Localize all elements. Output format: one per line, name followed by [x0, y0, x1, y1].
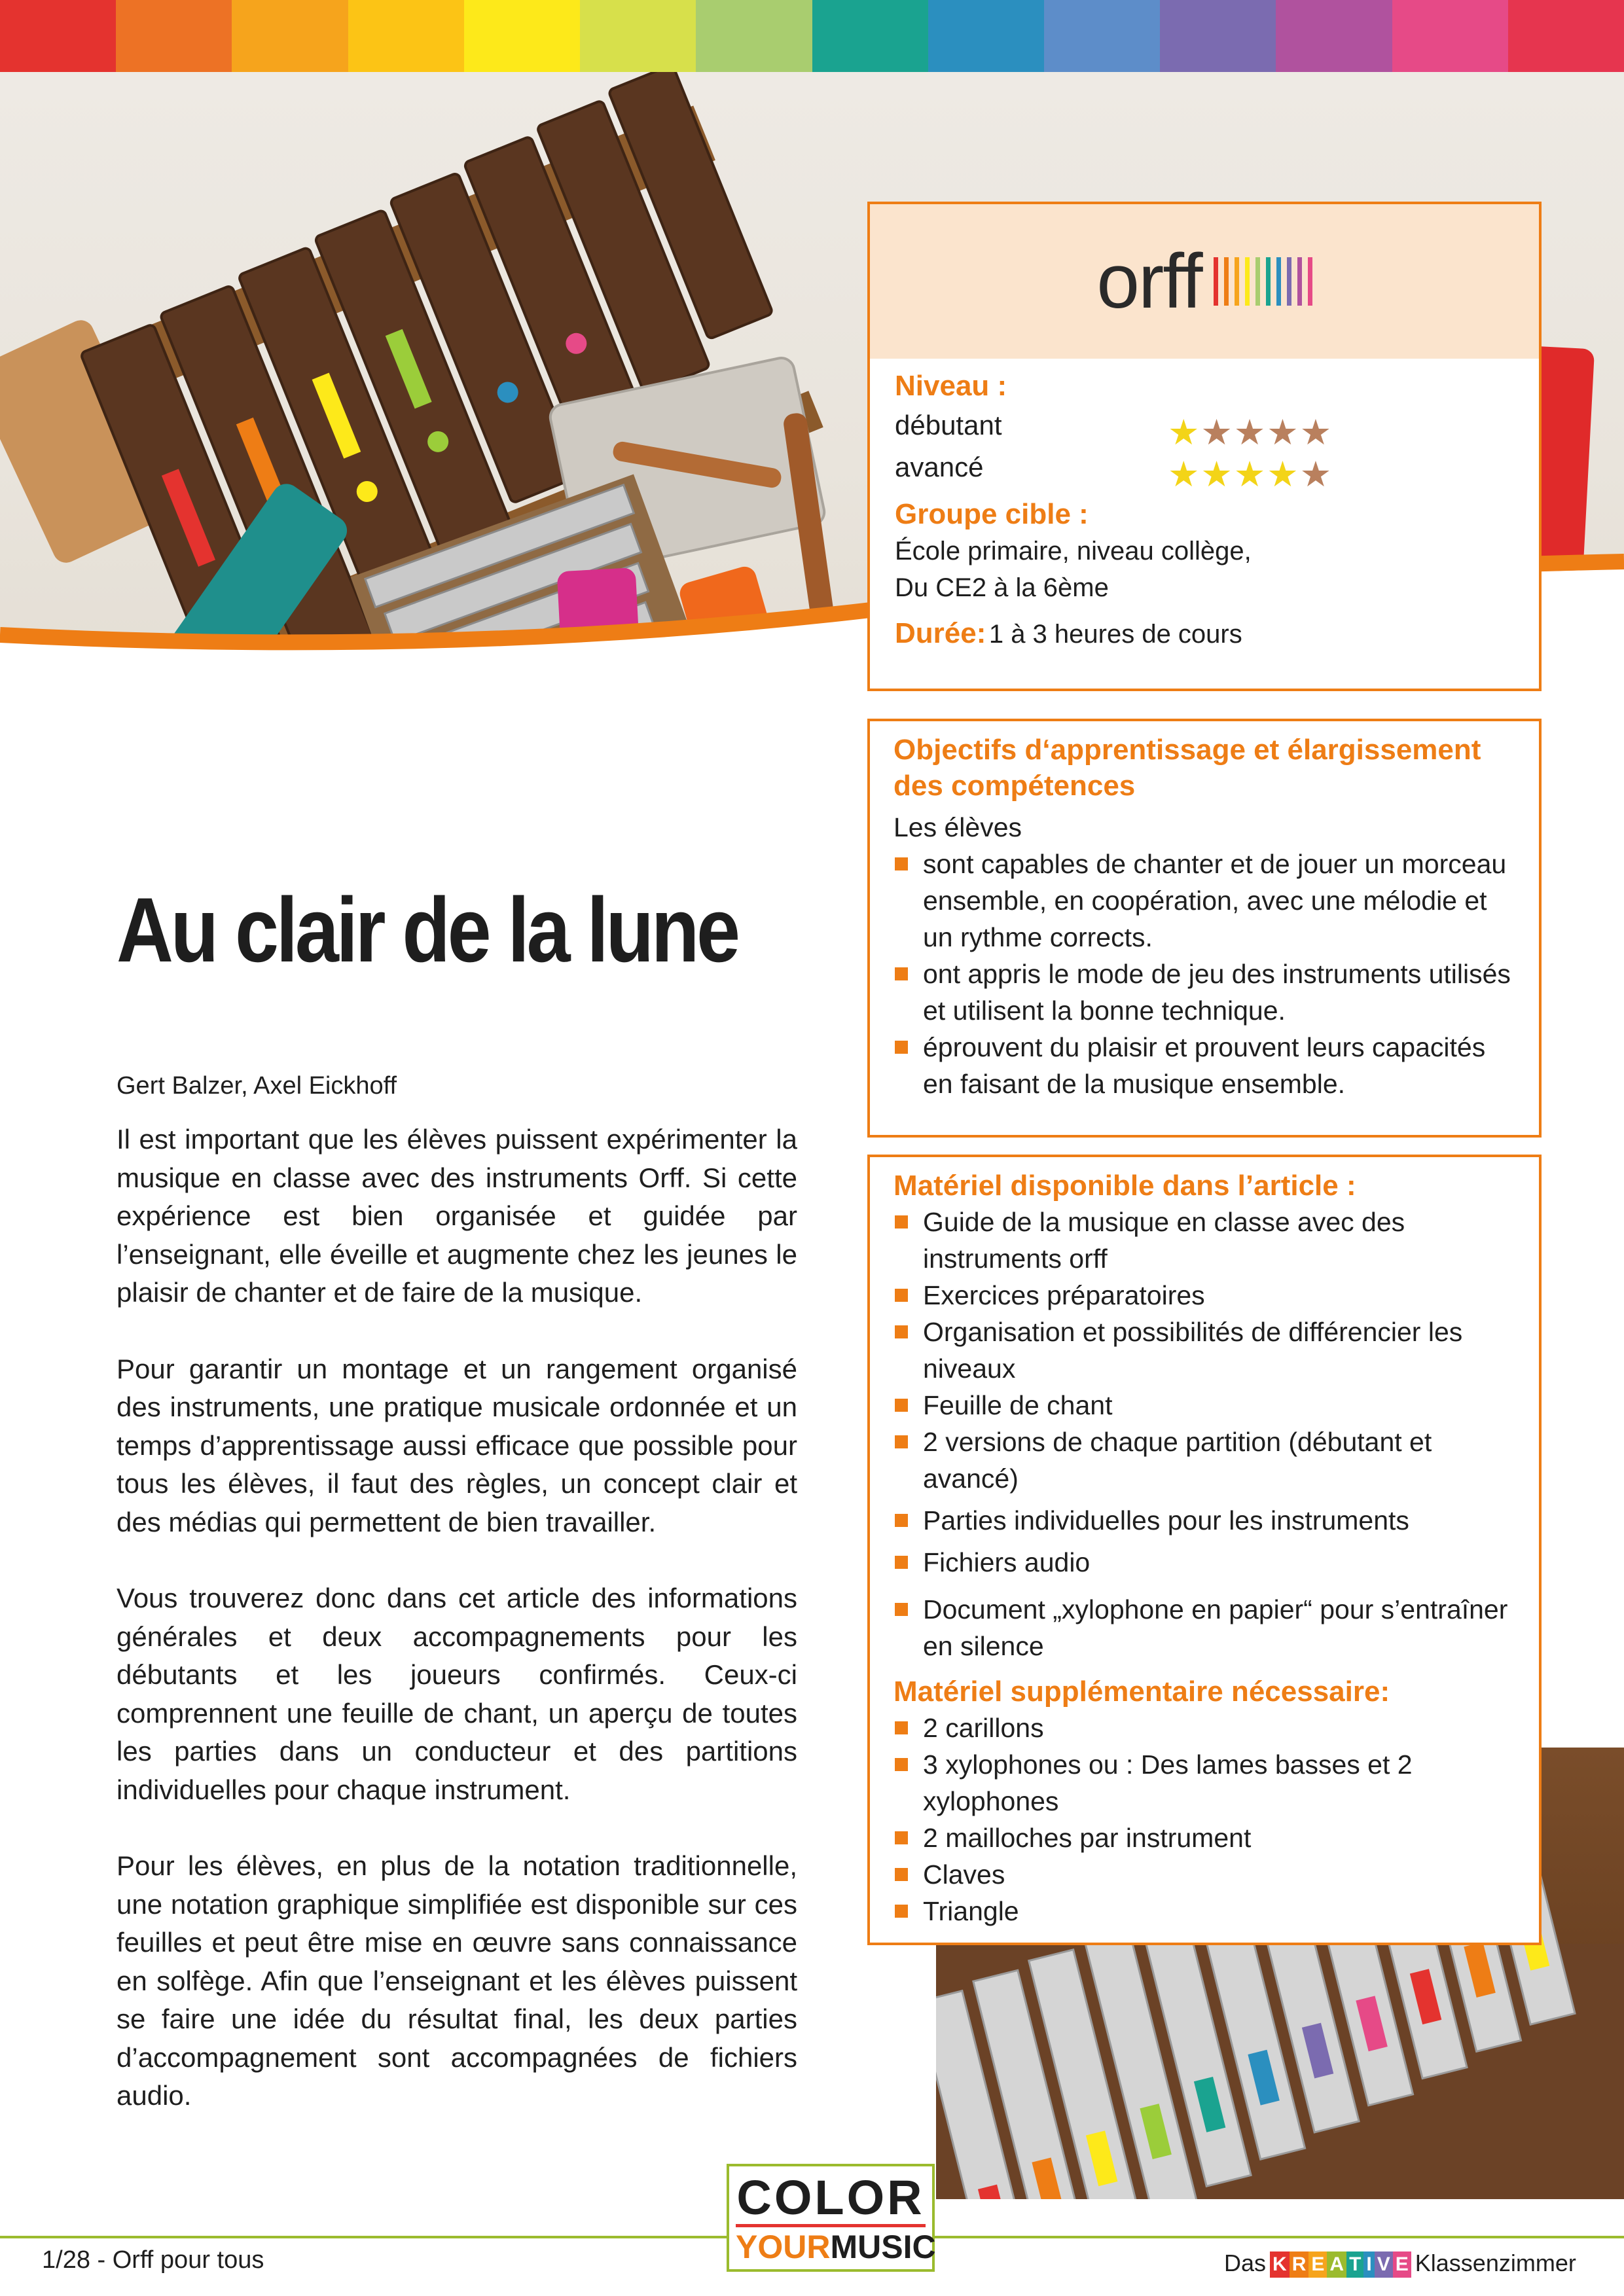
kl-das: Das: [1224, 2250, 1267, 2276]
article-title: Au clair de la lune: [117, 878, 738, 981]
material-item: 2 versions de chaque partition (débutant et avancé): [893, 1424, 1515, 1497]
orff-logo-bar: [1308, 257, 1312, 306]
kl-letter: V: [1375, 2251, 1393, 2278]
extra-material-item: 3 xylophones ou : Des lames basses et 2 xylophones: [893, 1746, 1515, 1820]
kl-letter: I: [1363, 2251, 1374, 2278]
star-empty-icon: ★: [1299, 455, 1332, 494]
star-filled-icon: ★: [1267, 455, 1299, 494]
logo-music: MUSIC: [830, 2229, 936, 2265]
star-empty-icon: ★: [1233, 413, 1266, 452]
orff-banner: [870, 204, 1539, 359]
kl-letter: E: [1308, 2251, 1327, 2278]
level-advanced: avancé: [895, 452, 984, 482]
orff-logo-bar: [1255, 257, 1260, 306]
star-empty-icon: ★: [1200, 413, 1233, 452]
info-box: [867, 202, 1542, 691]
body-paragraph: Vous trouverez donc dans cet article des informations générales et deux accompagnements pour les débutants et les joueurs confirmés. Ceux-ci comprennent une feuille de chant, un aperçu de toutes les parties dans un conducteur et des partitions individuelles pour chaque instrument.: [117, 1583, 797, 1805]
objective-item: éprouvent du plaisir et prouvent leurs capacités en faisant de la musique ensemble.: [893, 1029, 1515, 1102]
star-empty-icon: ★: [1267, 413, 1299, 452]
logo-your-music: [736, 2224, 936, 2265]
star-filled-icon: ★: [1200, 455, 1233, 494]
star-filled-icon: ★: [1233, 455, 1266, 494]
extra-material-item: Triangle: [893, 1893, 1515, 1929]
orff-logo-bar: [1224, 257, 1229, 306]
objective-item: sont capables de chanter et de jouer un morceau ensemble, en coopération, avec une mélodie et un rythme corrects.: [893, 846, 1515, 956]
duree-value: 1 à 3 heures de cours: [988, 620, 1242, 649]
kl-letter: A: [1327, 2251, 1346, 2278]
material-item: Fichiers audio: [893, 1544, 1515, 1581]
extra-material-item: Claves: [893, 1856, 1515, 1893]
orff-logo-bar: [1266, 257, 1271, 306]
orff-logo-bars: [1214, 257, 1312, 306]
objectives-box: [867, 719, 1542, 1138]
groupe-line-2: Du CE2 à la 6ème: [895, 573, 1109, 602]
body-paragraph: Pour garantir un montage et un rangement organisé des instruments, une pratique musicale ordonnée et un temps d’apprentissage aussi efficace que possible pour tous les élèves, il faut des règles, un concept clair et des médias qui permettent de bien travailler.: [117, 1353, 797, 1537]
article-body: [117, 1121, 797, 2153]
material-item: Document „xylophone en papier“ pour s’entraîner en silence: [893, 1591, 1515, 1664]
groupe-line-1: École primaire, niveau collège,: [895, 537, 1252, 565]
orff-logo-bar: [1245, 257, 1250, 306]
info-body: [870, 359, 1539, 662]
level-beginner: débutant: [895, 410, 1002, 440]
star-filled-icon: ★: [1168, 413, 1200, 452]
extra-material-item: 2 carillons: [893, 1710, 1515, 1746]
logo-color-text: COLOR: [736, 2170, 925, 2225]
orff-logo-bar: [1235, 257, 1239, 306]
kl-klassenzimmer: Klassenzimmer: [1415, 2250, 1576, 2276]
kl-letter: R: [1290, 2251, 1309, 2278]
kl-letter: K: [1270, 2251, 1290, 2278]
kl-kreative: [1270, 2249, 1411, 2278]
kl-letter: T: [1346, 2251, 1363, 2278]
logo-your: YOUR: [736, 2229, 831, 2265]
material-item: Organisation et possibilités de différencier les niveaux: [893, 1314, 1515, 1387]
duree-row: [895, 615, 1514, 653]
extra-materials-list: [893, 1710, 1515, 1929]
objectives-heading: Objectifs d‘apprentissage et élargissement des compétences: [893, 734, 1481, 802]
groupe-label: Groupe cible :: [895, 498, 1089, 530]
color-your-music-logo: [727, 2164, 935, 2272]
material-item: Guide de la musique en classe avec des instruments orff: [893, 1204, 1515, 1277]
material-item: Exercices préparatoires: [893, 1277, 1515, 1314]
stars-advanced: [1168, 457, 1331, 492]
materials-box: [867, 1155, 1542, 1945]
orff-logo-bar: [1287, 257, 1291, 306]
niveau-label: Niveau :: [895, 370, 1007, 402]
materials-heading: Matériel disponible dans l’article :: [893, 1170, 1356, 1202]
body-paragraph: Pour les élèves, en plus de la notation traditionnelle, une notation graphique simplifiée est disponible sur ces feuilles et peut être mise en œuvre sans connaissance en solfège. Afin que l’enseignant et les élèves puissent se faire une idée du résultat final, les deux parties d’accompagnement sont accompagnées de fichiers audio.: [117, 1850, 797, 2111]
footer-page-info: 1/28 - Orff pour tous: [42, 2246, 264, 2274]
article-authors: Gert Balzer, Axel Eickhoff: [117, 1072, 397, 1100]
orff-logo: orff: [1096, 238, 1202, 325]
duree-label: Durée:: [895, 617, 986, 649]
extra-materials-heading: Matériel supplémentaire nécessaire:: [893, 1676, 1390, 1708]
materials-list: [893, 1204, 1515, 1664]
body-paragraph: Il est important que les élèves puissent expérimenter la musique en classe avec des instruments Orff. Si cette expérience est bien organisée et guidée par l’enseignant, elle éveille et augmente chez les jeunes le plaisir de chanter et de faire de la musique.: [117, 1124, 797, 1308]
star-filled-icon: ★: [1168, 455, 1200, 494]
orff-logo-bar: [1276, 257, 1281, 306]
objectives-list: [893, 846, 1515, 1102]
objectives-intro: Les élèves: [893, 812, 1022, 842]
orff-logo-bar: [1297, 257, 1302, 306]
orff-logo-bar: [1214, 257, 1218, 306]
kl-letter: E: [1393, 2251, 1411, 2278]
kreative-klassenzimmer-logo: [1224, 2249, 1576, 2278]
objective-item: ont appris le mode de jeu des instruments utilisés et utilisent la bonne technique.: [893, 956, 1515, 1029]
material-item: Parties individuelles pour les instruments: [893, 1502, 1515, 1539]
stars-beginner: [1168, 415, 1331, 450]
extra-material-item: 2 mailloches par instrument: [893, 1820, 1515, 1856]
material-item: Feuille de chant: [893, 1387, 1515, 1424]
star-empty-icon: ★: [1299, 413, 1332, 452]
